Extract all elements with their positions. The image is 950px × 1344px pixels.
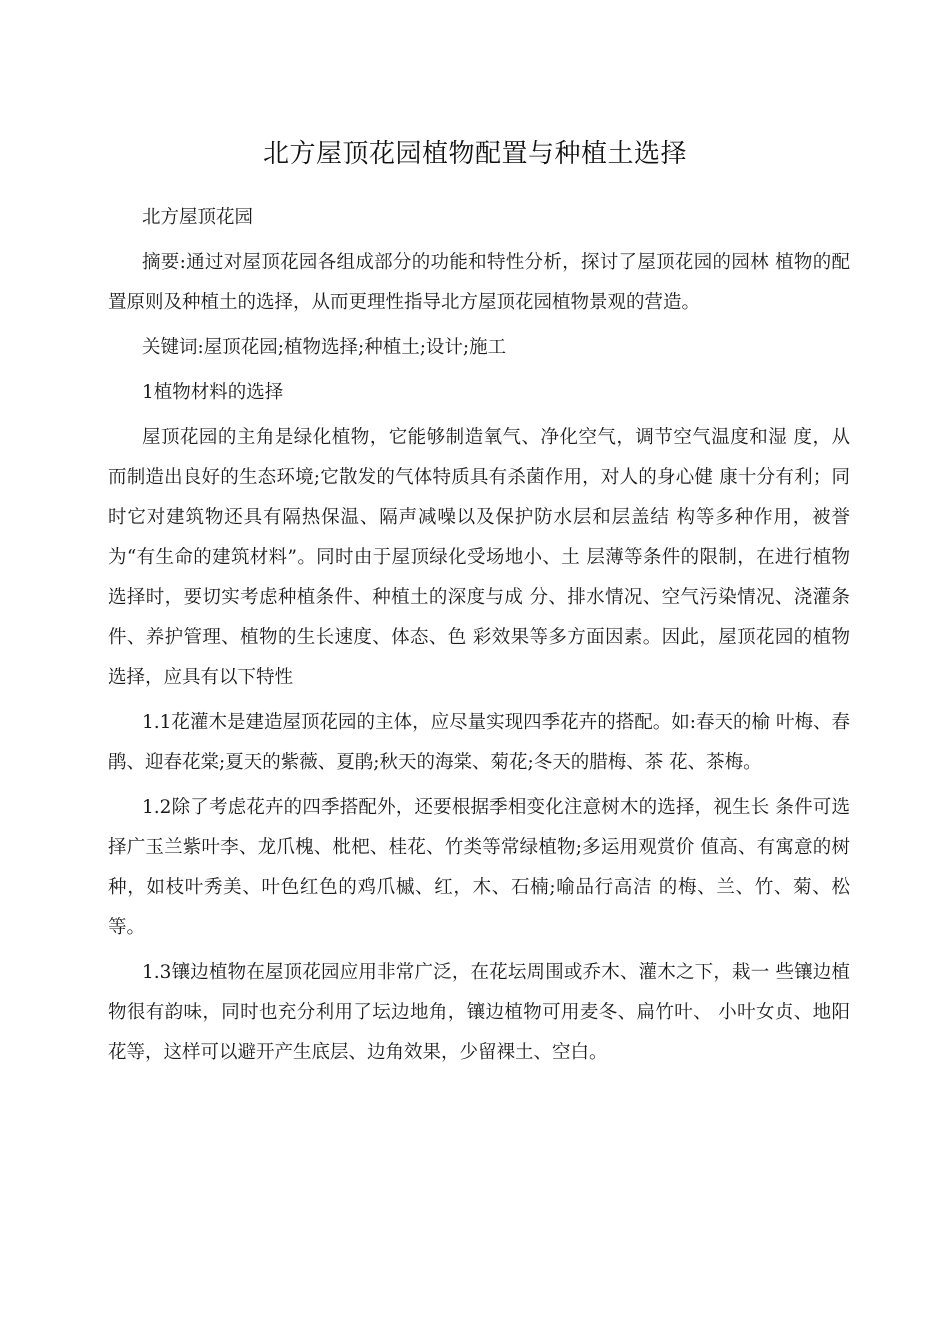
document-body	[108, 198, 850, 1073]
document-title: 北方屋顶花园植物配置与种植土选择	[262, 139, 687, 169]
keywords-paragraph: 关键词:屋顶花园;植物选择;种植土;设计;施工	[142, 337, 507, 358]
abstract-paragraph: 摘要:通过对屋顶花园各组成部分的功能和特性分析，探讨了屋顶花园的园林 植物的配置原则及种植土的选择，从而更理性指导北方屋顶花园植物景观的营造。	[108, 252, 850, 313]
body-paragraph: 1.3镶边植物在屋顶花园应用非常广泛，在花坛周围或乔木、灌木之下，栽一 些镶边植物很有韵味，同时也充分利用了坛边地角，镶边植物可用麦冬、扁竹叶、 小叶女贞、地阳花等，这样可以避开产生底层、边角效果，少留裸土、空白。	[108, 962, 850, 1063]
section-heading-north-roof-garden: 北方屋顶花园	[142, 207, 254, 228]
body-paragraph: 屋顶花园的主角是绿化植物，它能够制造氧气、净化空气，调节空气温度和湿 度，从而制造出良好的生态环境;它散发的气体特质具有杀菌作用，对人的身心健 康十分有利；同时它对建筑物还具有隔热保温、隔声减噪以及保护防水层和层盖结 构等多种作用，被誉为“有生命的建筑材料”。同时由于屋顶绿化受场地小、土 层薄等条件的限制，在进行植物选择时，要切实考虑种植条件、种植土的深度与成 分、排水情况、空气污染情况、浇灌条件、养护管理、植物的生长速度、体态、色 彩效果等多方面因素。因此，屋顶花园的植物选择，应具有以下特性	[108, 427, 850, 688]
body-paragraph: 1.2除了考虑花卉的四季搭配外，还要根据季相变化注意树木的选择，视生长 条件可选择广玉兰紫叶李、龙爪槐、枇杷、桂花、竹类等常绿植物;多运用观赏价 值高、有寓意的树种，如枝叶秀美、叶色红色的鸡爪槭、红，木、石楠;喻品行高洁 的梅、兰、竹、菊、松等。	[108, 797, 850, 938]
body-paragraph: 1.1花灌木是建造屋顶花园的主体，应尽量实现四季花卉的搭配。如:春天的榆 叶梅、春鹃、迎春花棠;夏天的紫薇、夏鹃;秋天的海棠、菊花;冬天的腊梅、茶 花、茶梅。	[108, 712, 850, 773]
section-heading-plant-selection: 1植物材料的选择	[142, 382, 284, 403]
